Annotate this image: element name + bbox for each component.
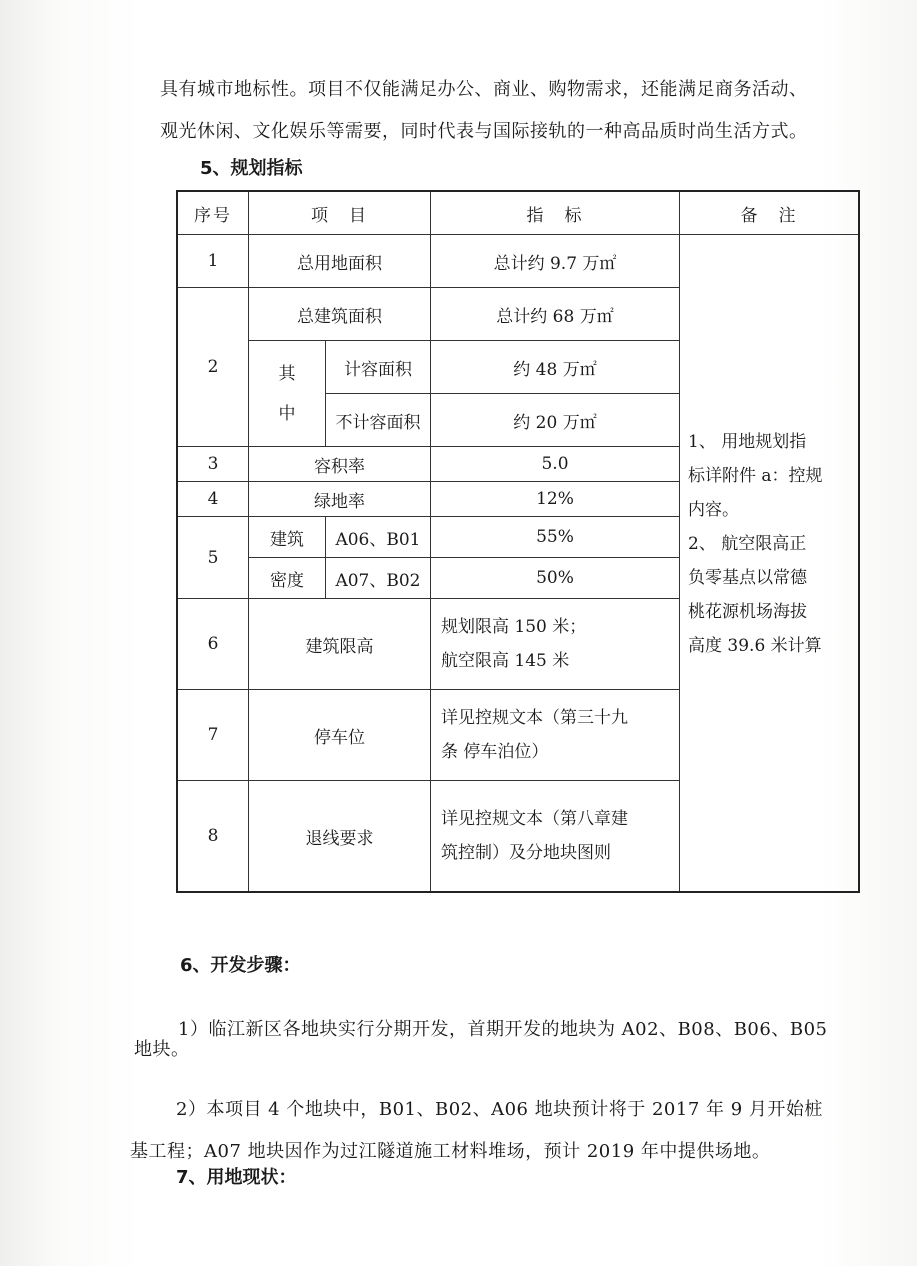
row-5-sub2: A07、B02 [326,558,431,599]
header-item: 项 目 [249,191,431,235]
row-7-value-line: 详见控规文本（第三十九 [441,708,628,728]
row-5-group-a: 建筑 [249,517,326,558]
section-6-p1-line-1: 1）临江新区各地块实行分期开发，首期开发的地块为 A02、B08、B06、B05 [178,1019,828,1040]
row-5-sub1-value: 55% [431,517,680,558]
row-7-no: 7 [177,690,249,781]
row-1-item: 总用地面积 [249,235,431,288]
intro-line-1: 具有城市地标性。项目不仅能满足办公、商业、购物需求，还能满足商务活动、 [160,79,808,100]
row-6-no: 6 [177,599,249,690]
row-1-value: 总计约 9.7 万㎡ [431,235,680,288]
section-6-p1-line-2: 地块。 [134,1039,190,1060]
header-remark: 备 注 [680,191,860,235]
header-index: 指 标 [431,191,680,235]
remark-line: 标详附件 a：控规 [688,466,823,486]
row-2-no: 2 [177,288,249,447]
row-7-value-line: 条 停车泊位） [441,742,549,762]
section-7-title: 7、用地现状： [176,1167,297,1188]
row-6-value-line: 航空限高 145 米 [441,651,570,671]
row-5-group-b: 密度 [249,558,326,599]
section-6-p2-line-2: 基工程；A07 地块因作为过江隧道施工材料堆场，预计 2019 年中提供场地。 [130,1141,771,1162]
remark-line: 1、 用地规划指 [688,432,807,452]
row-4-item: 绿地率 [249,482,431,517]
row-4-no: 4 [177,482,249,517]
row-2-sub1: 计容面积 [326,341,431,394]
header-no: 序号 [177,191,249,235]
row-3-value: 5.0 [431,447,680,482]
row-2-group: 其 中 [249,341,326,447]
intro-line-2: 观光休闲、文化娱乐等需要，同时代表与国际接轨的一种高品质时尚生活方式。 [160,121,808,142]
row-1-no: 1 [177,235,249,288]
row-2-sub2: 不计容面积 [326,394,431,447]
row-6-value [431,599,680,690]
row-8-no: 8 [177,781,249,893]
row-2-sub2-value: 约 20 万㎡ [431,394,680,447]
row-5-sub1: A06、B01 [326,517,431,558]
remark-line: 桃花源机场海拔 [688,602,807,622]
row-3-item: 容积率 [249,447,431,482]
section-5-title: 5、规划指标 [200,158,303,179]
remark-line: 负零基点以常德 [688,568,807,588]
remark-cell [680,235,860,893]
section-6-p2-line-1: 2）本项目 4 个地块中，B01、B02、A06 地块预计将于 2017 年 9 月开始桩 [176,1099,823,1120]
remark-line: 内容。 [688,500,739,520]
row-5-sub2-value: 50% [431,558,680,599]
row-4-value: 12% [431,482,680,517]
section-6-title: 6、开发步骤： [180,955,301,976]
row-8-value-line: 筑控制）及分地块图则 [441,843,611,863]
row-6-value-line: 规划限高 150 米； [441,617,587,637]
row-7-item: 停车位 [249,690,431,781]
planning-index-table [176,190,860,893]
row-8-value [431,781,680,893]
remark-line: 2、 航空限高正 [688,534,807,554]
row-3-no: 3 [177,447,249,482]
row-8-value-line: 详见控规文本（第八章建 [441,809,628,829]
table-row [177,235,859,288]
row-5-no: 5 [177,517,249,599]
row-8-item: 退线要求 [249,781,431,893]
row-7-value [431,690,680,781]
remark-line: 高度 39.6 米计算 [688,636,822,656]
row-2-value: 总计约 68 万㎡ [431,288,680,341]
row-2-sub1-value: 约 48 万㎡ [431,341,680,394]
row-6-item: 建筑限高 [249,599,431,690]
row-2-item: 总建筑面积 [249,288,431,341]
table-header-row [177,191,859,235]
